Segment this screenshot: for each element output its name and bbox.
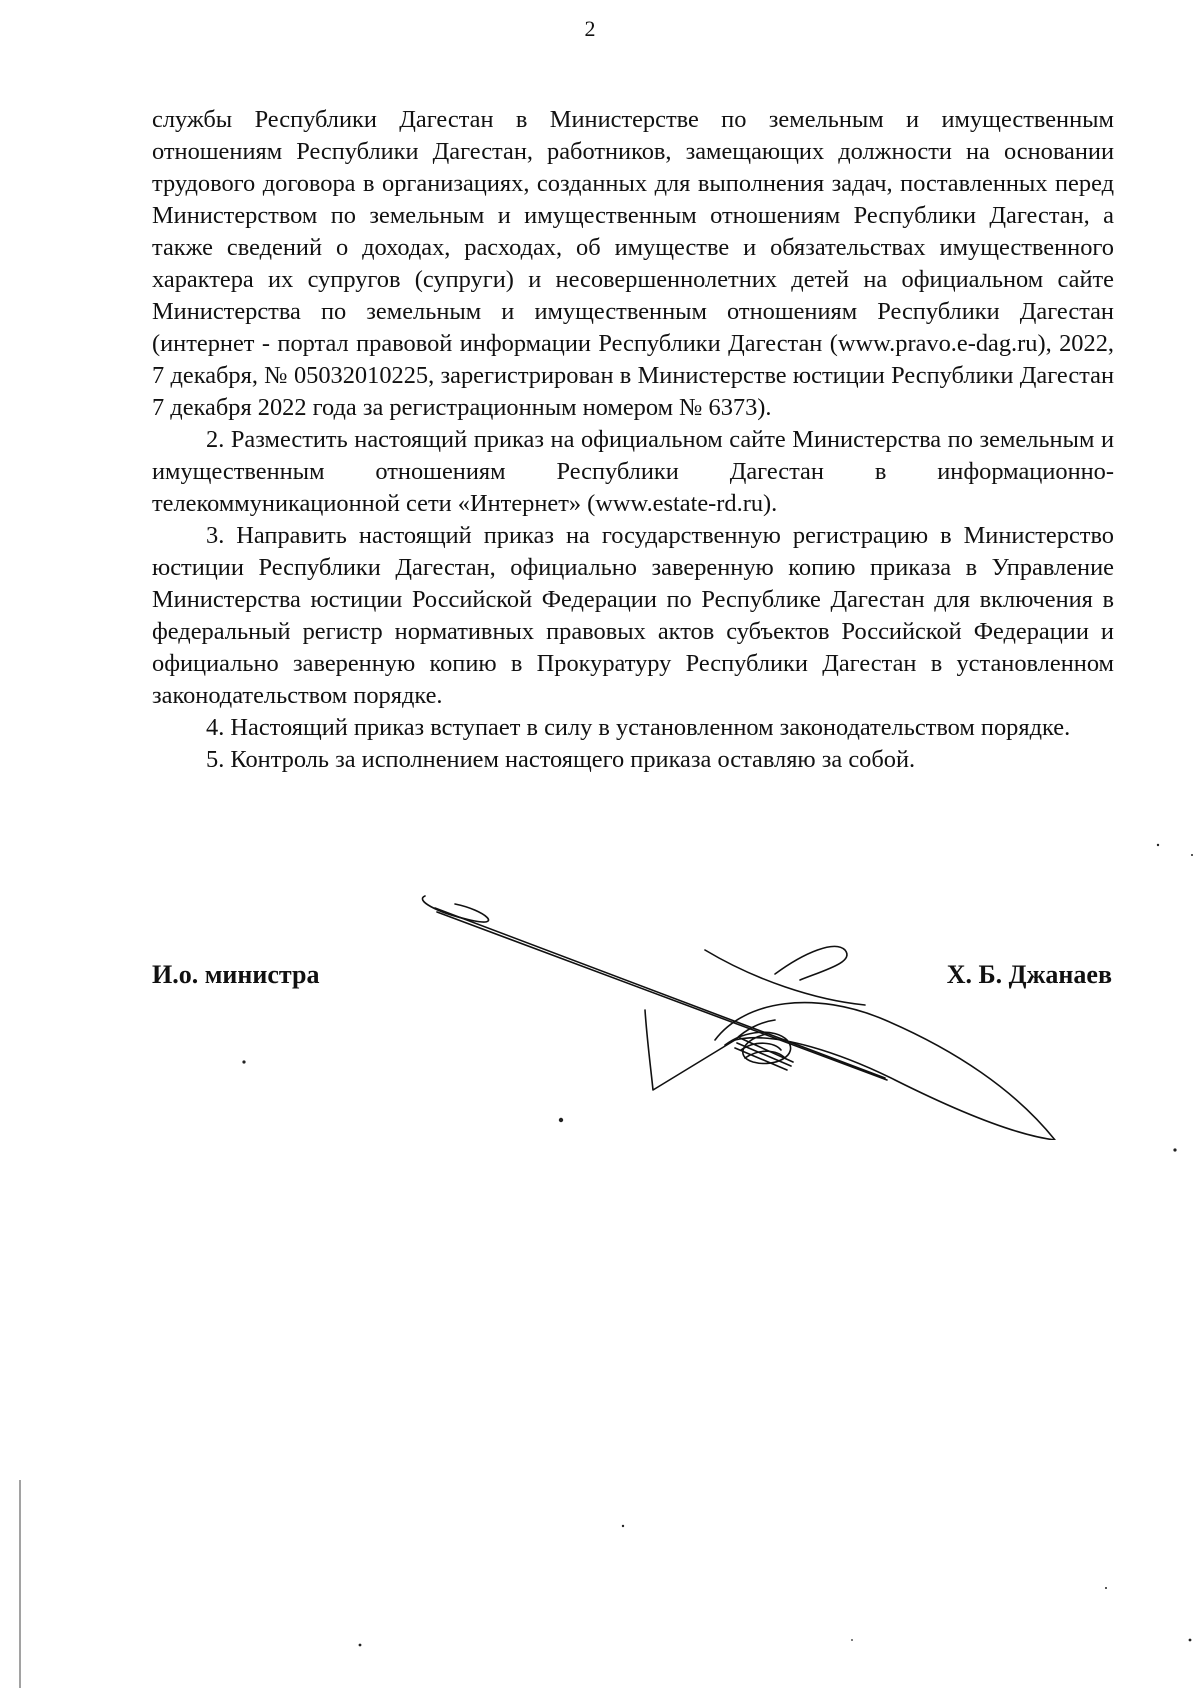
signatory-title: И.о. министра [152,960,320,989]
paragraph-item-3: 3. Направить настоящий приказ на государственную регистрацию в Министерство юстиции Республики Дагестан, официально заверенную копию приказа в Управление Министерства юстиции Российской Федерации по Республике Дагестан для включения в федеральный регистр нормативных правовых актов субъектов Российской Федерации и официально заверенную копию в Прокуратуру Республики Дагестан в установленном законодательством порядке. [152,522,1114,709]
paragraph-item-5: 5. Контроль за исполнением настоящего приказа оставляю за собой. [206,746,916,773]
paragraph-continuation: службы Республики Дагестан в Министерстве по земельным и имущественным отношениям Республики Дагестан, работников, замещающих должности на основании трудового договора в организациях, созданных для выполнения задач, поставленных перед Министерством по земельным и имущественным отношениям Республики Дагестан, а также сведений о доходах, расходах, об имуществе и обязательствах имущественного характера их супругов (супруги) и несовершеннолетних детей на официальном сайте Министерства по земельным и имущественным отношениям Республики Дагестан (интернет - портал правовой информации Республики Дагестан (www.pravo.e-dag.ru), 2022, 7 декабря, № 05032010225, зарегистрирован в Министерстве юстиции Республики Дагестан 7 декабря 2022 года за регистрационным номером № 6373). [152,106,1114,421]
page-number: 2 [584,16,596,41]
paragraph-item-2: 2. Разместить настоящий приказ на официальном сайте Министерства по земельным и имущественным отношениям Республики Дагестан в информационно-телекоммуникационной сети «Интернет» (www.estate-rd.ru). [152,426,1114,517]
handwritten-signature [415,890,1075,1140]
paragraph-item-4: 4. Настоящий приказ вступает в силу в установленном законодательством порядке. [206,714,1071,741]
signatory-name: Х. Б. Джанаев [946,960,1112,989]
document-body [152,104,1114,776]
